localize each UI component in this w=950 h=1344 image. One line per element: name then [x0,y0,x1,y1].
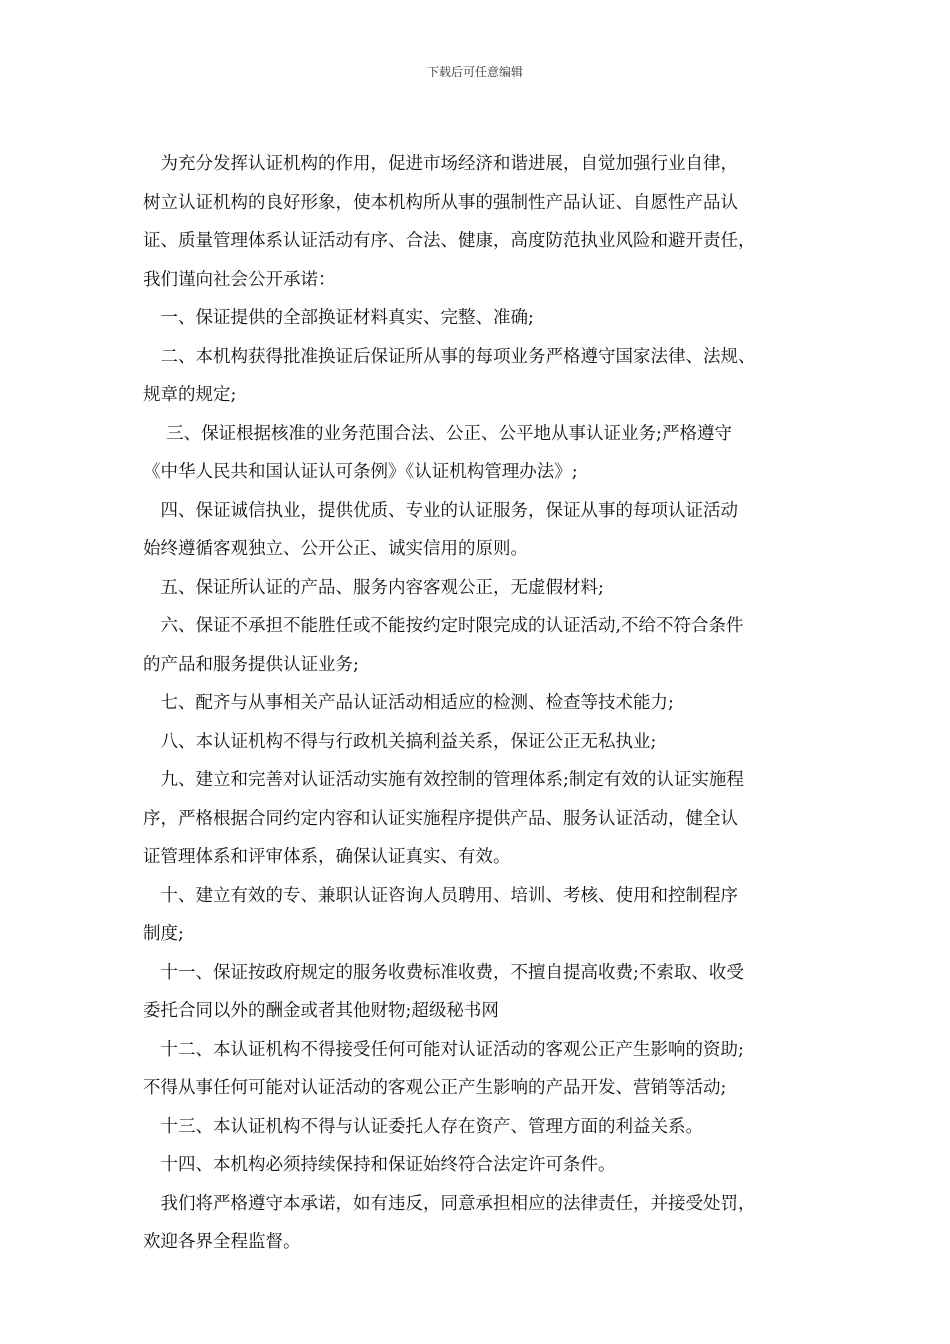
text-line: 树立认证机构的良好形象，使本机构所从事的强制性产品认证、自愿性产品认 [143,192,738,213]
text-line: 欢迎各界全程监督。 [143,1232,301,1252]
text-line: 十四、本机构必须持续保持和保证始终符合法定许可条件。 [143,1155,616,1175]
document-body [143,152,811,1254]
text-line: 十一、保证按政府规定的服务收费标准收费，不擅自提高收费;不索取、收受 [143,962,744,983]
text-line: 七、配齐与从事相关产品认证活动相适应的检测、检查等技术能力; [143,693,674,713]
text-line: 证管理体系和评审体系，确保认证真实、有效。 [143,847,511,867]
text-line: 制度; [143,924,184,944]
text-line: 不得从事任何可能对认证活动的客观公正产生影响的产品开发、营销等活动; [143,1078,727,1098]
text-line: 六、保证不承担不能胜任或不能按约定时限完成的认证活动,不给不符合条件 [143,616,744,636]
text-line: 的产品和服务提供认证业务; [143,654,359,675]
text-line: 二、本机构获得批准换证后保证所从事的每项业务严格遵守国家法律、法规、 [143,346,756,367]
text-line: 我们谨向社会公开承诺： [143,269,336,290]
text-line: 十三、本认证机构不得与认证委托人存在资产、管理方面的利益关系。 [143,1116,703,1137]
text-line: 《中华人民共和国认证认可条例》《认证机构管理办法》; [143,462,578,482]
text-line: 一、保证提供的全部换证材料真实、完整、准确; [143,308,534,328]
text-line: 八、本认证机构不得与行政机关搞利益关系，保证公正无私执业; [143,731,657,752]
text-line: 序，严格根据合同约定内容和认证实施程序提供产品、服务认证活动，健全认 [143,808,738,829]
text-line: 五、保证所认证的产品、服务内容客观公正，无虚假材料; [143,577,604,598]
text-line: 我们将严格遵守本承诺，如有违反，同意承担相应的法律责任，并接受处罚， [143,1193,756,1214]
text-line: 九、建立和完善对认证活动实施有效控制的管理体系;制定有效的认证实施程 [143,770,744,790]
text-line: 证、质量管理体系认证活动有序、合法、健康，高度防范执业风险和避开责任， [143,231,756,251]
text-line: 十二、本认证机构不得接受任何可能对认证活动的客观公正产生影响的资助; [143,1039,744,1060]
text-line: 始终遵循客观独立、公开公正、诚实信用的原则。 [143,539,528,559]
text-line: 委托合同以外的酬金或者其他财物;超级秘书网 [143,1001,499,1021]
text-line: 十、建立有效的专、兼职认证咨询人员聘用、培训、考核、使用和控制程序 [143,885,738,906]
text-line: 四、保证诚信执业，提供优质、专业的认证服务，保证从事的每项认证活动 [143,500,738,521]
page-header-note: 下载后可任意编辑 [426,65,523,79]
text-line: 为充分发挥认证机构的作用，促进市场经济和谐进展，自觉加强行业自律， [143,154,738,174]
text-line: 三、保证根据核准的业务范围合法、公正、公平地从事认证业务;严格遵守 [143,423,732,444]
text-line: 规章的规定; [143,385,237,405]
